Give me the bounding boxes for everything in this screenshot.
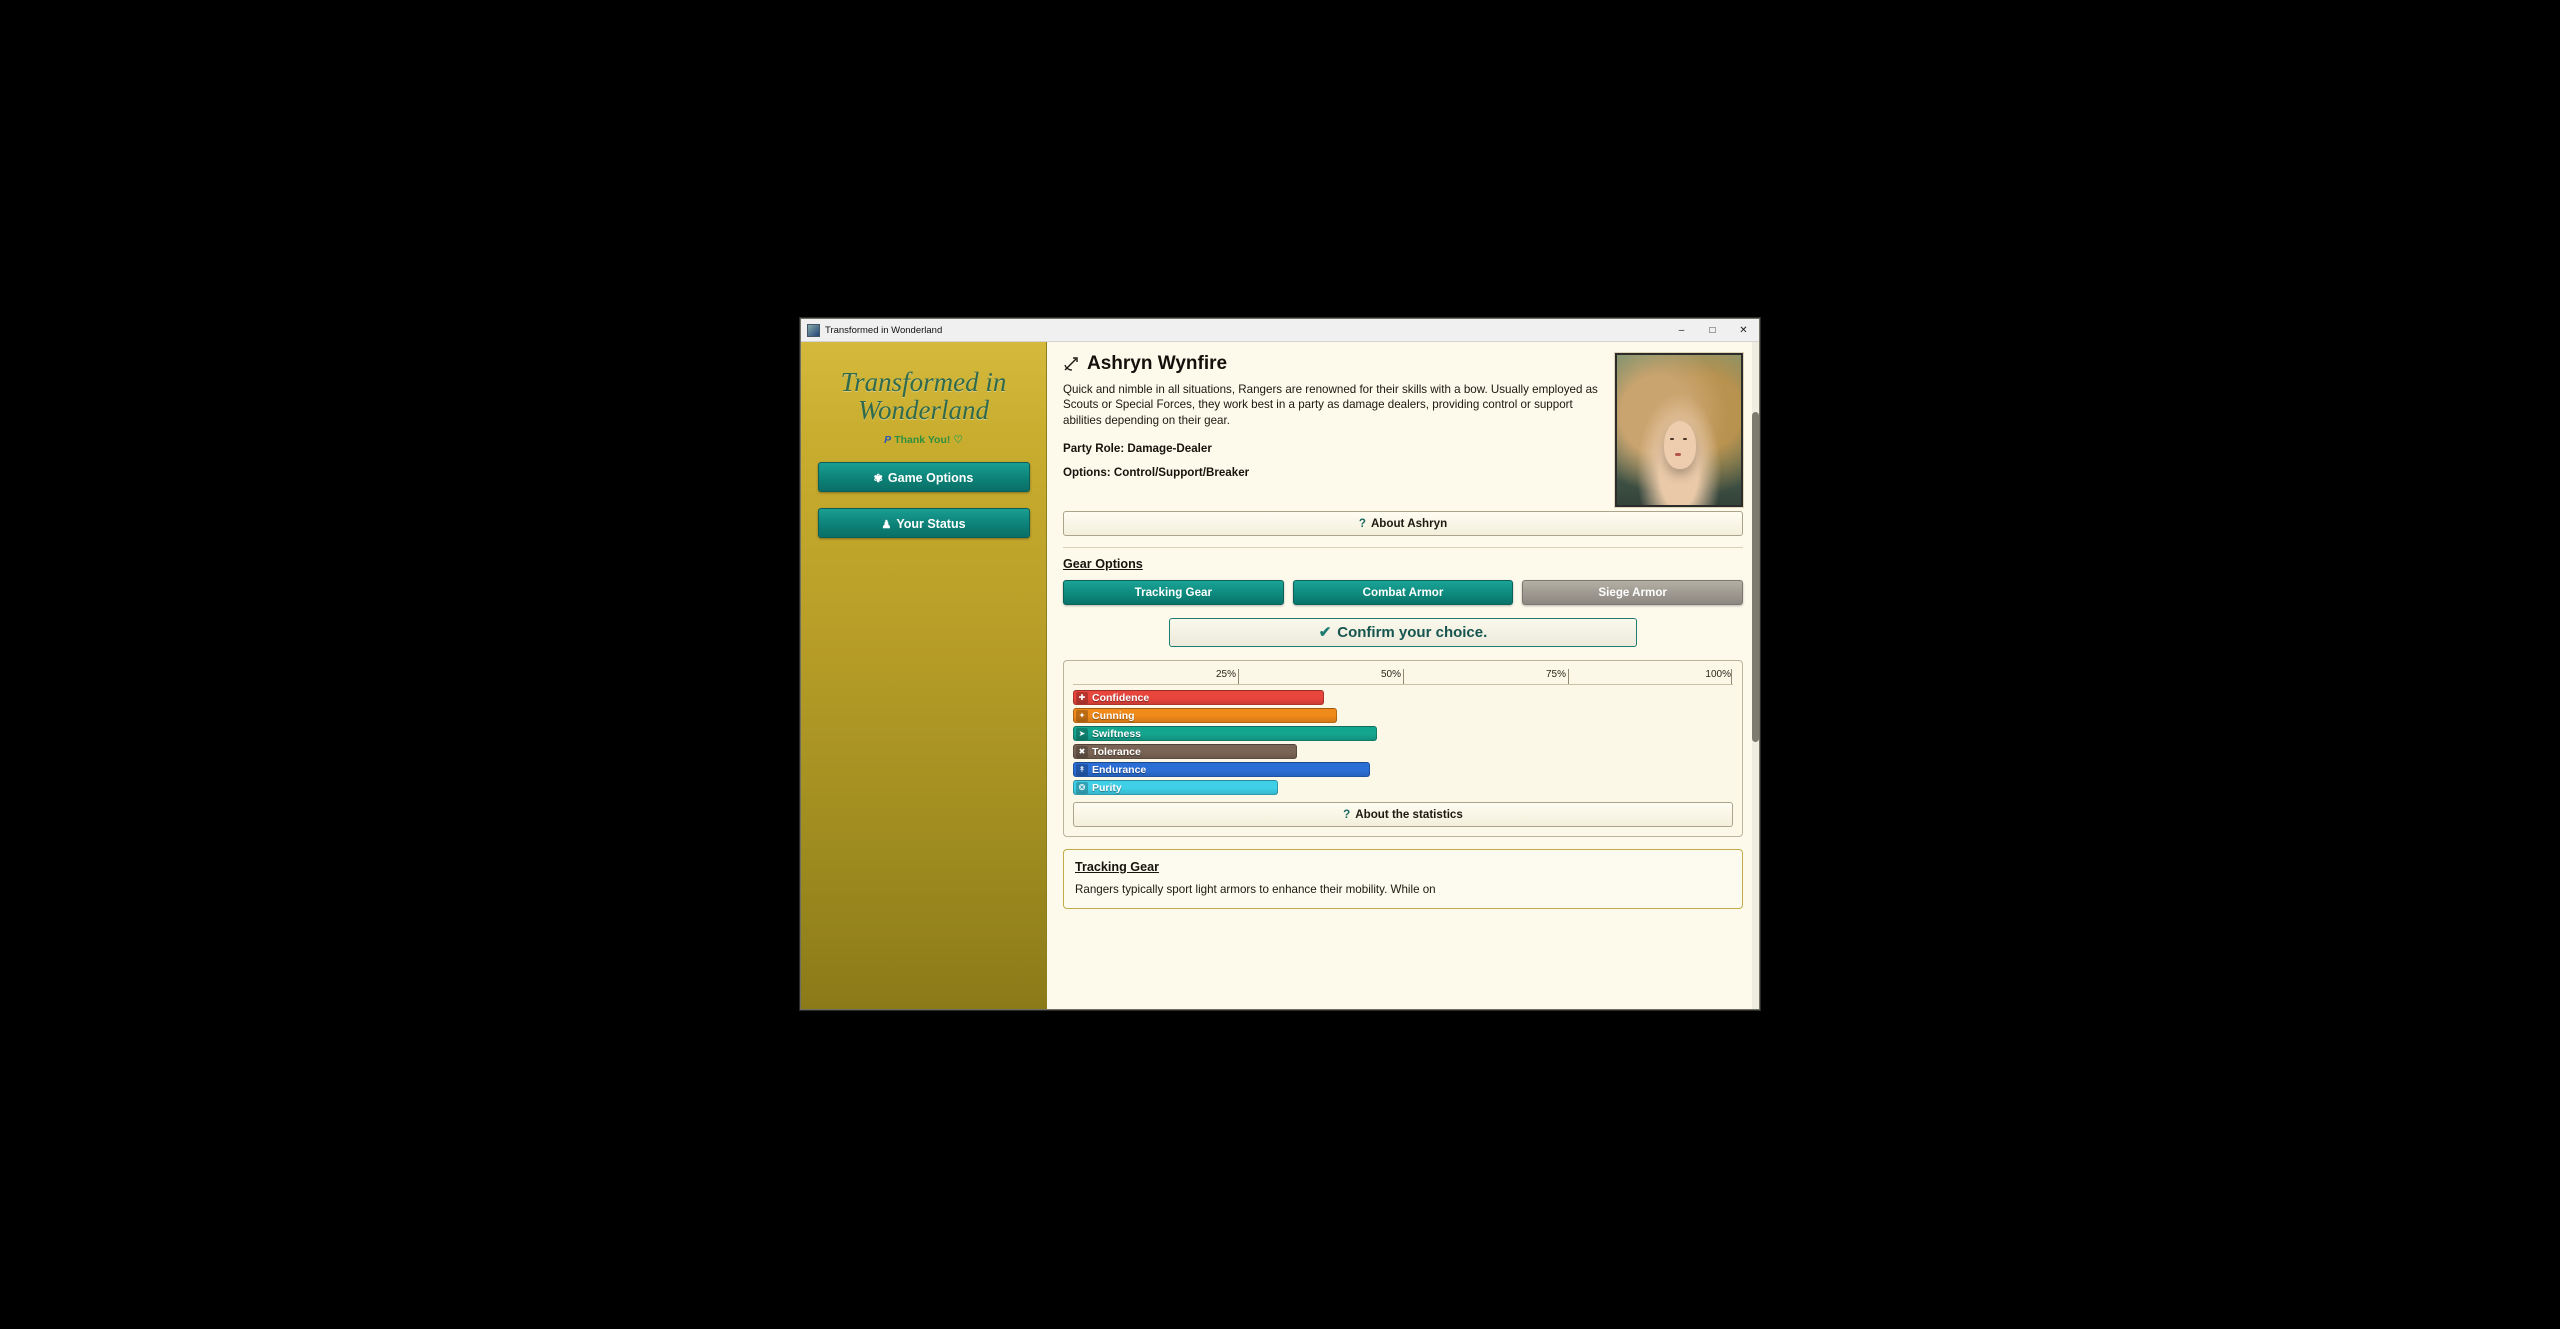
logo-line-2: Wonderland (857, 395, 989, 426)
fox-icon: ✦ (1076, 710, 1088, 722)
scale-tickline-100 (1731, 669, 1732, 684)
divider (1063, 547, 1743, 548)
character-text-block (1063, 353, 1615, 490)
close-button[interactable]: ✕ (1739, 324, 1748, 336)
scale-tick-100: 100% (1705, 669, 1731, 680)
page-title (1063, 353, 1601, 375)
party-role: Party Role: Damage-Dealer (1063, 442, 1212, 456)
stat-row-cunning (1073, 708, 1733, 723)
bow-and-arrow-icon (1063, 356, 1079, 372)
portrait-eye-left (1670, 438, 1674, 440)
portrait-face (1664, 421, 1696, 469)
sidebar-item-label: Game Options (887, 470, 974, 485)
vertical-scrollbar[interactable] (1752, 342, 1759, 1009)
app-icon (807, 324, 820, 337)
about-statistics-label: About the statistics (1355, 808, 1463, 821)
character-options: Options: Control/Support/Breaker (1063, 466, 1250, 480)
about-statistics-button[interactable] (1073, 802, 1733, 827)
scale-tickline-75 (1568, 669, 1569, 684)
user-icon: ♟ (881, 518, 892, 531)
scale-tickline-50 (1403, 669, 1404, 684)
heart-icon: ♡ (953, 433, 963, 446)
shield-icon: ✖ (1076, 746, 1088, 758)
character-description: Quick and nimble in all situations, Rangers are renowned for their skills with a bow. Usually employed as Scouts or Special Forces, they work best in a party as damage dealers, providing control or support abilities depending on their gear. (1063, 383, 1598, 427)
stat-label-purity: Purity (1092, 781, 1122, 794)
avatar (1615, 353, 1743, 507)
gear-options-row (1063, 580, 1743, 605)
game-logo (801, 368, 1046, 425)
stat-bar-confidence (1073, 690, 1324, 705)
droplet-icon: ❂ (1076, 782, 1088, 794)
question-circle-icon: ? (1343, 808, 1351, 821)
stat-bar-tolerance (1073, 744, 1297, 759)
window-titlebar (801, 319, 1759, 342)
sidebar-item-game-options[interactable] (818, 462, 1030, 492)
sidebar-item-label: Your Status (896, 516, 966, 531)
content-bottom-fade (1047, 999, 1759, 1009)
stat-bar-swiftness (1073, 726, 1377, 741)
gear-description-body: Rangers typically sport light armors to enhance their mobility. While on (1075, 883, 1436, 896)
gear-option-combat-armor[interactable]: Combat Armor (1293, 580, 1514, 605)
heart-shield-icon: ✚ (1076, 692, 1088, 704)
scale-tickline-25 (1238, 669, 1239, 684)
scrollbar-thumb[interactable] (1752, 412, 1759, 742)
sidebar-item-your-status[interactable] (818, 508, 1030, 538)
main-content (1047, 342, 1759, 1009)
gear-option-tracking-gear[interactable]: Tracking Gear (1063, 580, 1284, 605)
maximize-button[interactable]: □ (1709, 324, 1716, 336)
stat-row-purity (1073, 780, 1733, 795)
thank-you-label: Thank You! (894, 433, 951, 446)
stat-row-swiftness (1073, 726, 1733, 741)
portrait-eye-right (1683, 438, 1687, 440)
gear-options-title: Gear Options (1063, 557, 1143, 571)
stat-row-tolerance (1073, 744, 1733, 759)
confirm-choice-label: Confirm your choice. (1337, 624, 1488, 641)
gear-option-siege-armor: Siege Armor (1522, 580, 1743, 605)
stat-label-confidence: Confidence (1092, 691, 1150, 704)
gear-icon: ✾ (873, 472, 883, 485)
application-window (800, 318, 1760, 1010)
statistics-scale (1073, 669, 1733, 685)
scale-tick-50: 50% (1380, 669, 1401, 680)
scale-tick-25: 25% (1215, 669, 1236, 680)
stat-label-cunning: Cunning (1092, 709, 1135, 722)
window-title: Transformed in Wonderland (825, 324, 943, 336)
stat-row-endurance (1073, 762, 1733, 777)
thank-you-banner[interactable] (801, 434, 1046, 446)
gear-description-title: Tracking Gear (1075, 860, 1159, 874)
stat-label-endurance: Endurance (1092, 763, 1147, 776)
character-name: Ashryn Wynfire (1087, 353, 1228, 374)
sidebar (801, 342, 1047, 1009)
paypal-icon: P (884, 433, 892, 446)
minimize-button[interactable]: – (1678, 324, 1685, 336)
confirm-row (1063, 618, 1743, 647)
stat-bar-endurance (1073, 762, 1370, 777)
about-character-button[interactable] (1063, 511, 1743, 536)
stat-label-swiftness: Swiftness (1092, 727, 1142, 740)
stat-row-confidence (1073, 690, 1733, 705)
logo-line-1: Transformed in (840, 367, 1007, 397)
question-circle-icon: ? (1358, 517, 1366, 530)
stat-bar-cunning (1073, 708, 1337, 723)
stat-label-tolerance: Tolerance (1092, 745, 1141, 758)
stat-bar-purity (1073, 780, 1278, 795)
running-icon: ➤ (1076, 728, 1088, 740)
gear-description-panel (1063, 849, 1743, 909)
scale-tick-75: 75% (1545, 669, 1566, 680)
window-body (801, 342, 1759, 1009)
about-character-label: About Ashryn (1370, 517, 1448, 530)
confirm-choice-button[interactable] (1169, 618, 1637, 647)
check-circle-icon: ✔ (1318, 624, 1332, 641)
muscle-icon: ↟ (1076, 764, 1088, 776)
statistics-panel (1063, 660, 1743, 837)
portrait-lips (1675, 453, 1681, 456)
character-header (1063, 353, 1743, 507)
